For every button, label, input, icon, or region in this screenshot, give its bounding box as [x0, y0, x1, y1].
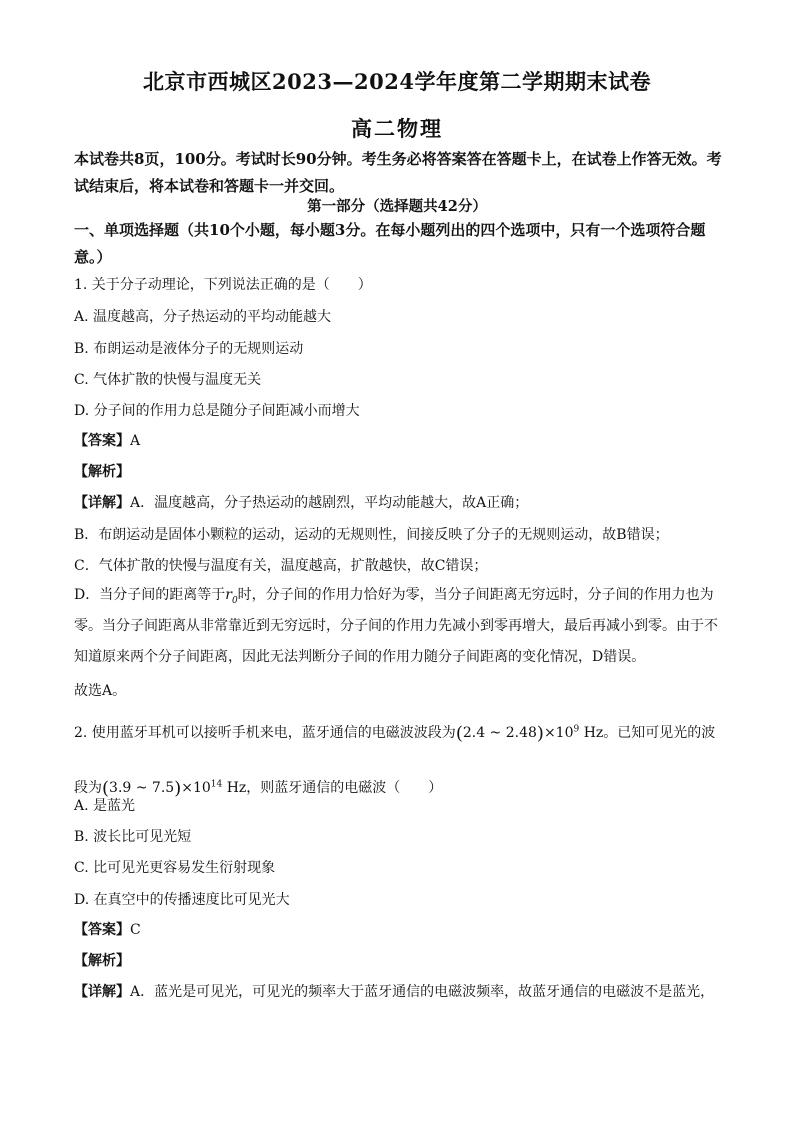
q1-option-c: C. 气体扩散的快慢与温度无关 — [74, 372, 262, 388]
detail-tag: 【详解】 — [74, 495, 130, 511]
exam-notice: 本试卷共8页，100分。考试时长90分钟。考生务必将答案答在答题卡上，在试卷上作答无效。考试结束后，将本试卷和答题卡一并交回。 — [74, 150, 722, 195]
q2-detail-a — [74, 981, 714, 1001]
q2-stem-mid: 。已知可见光的波段为 — [74, 725, 716, 796]
q2-stem — [74, 706, 724, 816]
detail-d-pre: D．当分子间的距离等于 — [74, 587, 226, 603]
detail-a-text: A．温度越高，分子热运动的越剧烈，平均动能越大，故A正确； — [130, 495, 529, 511]
q2-range1-value: 2.4 ~ 2.48 — [462, 725, 537, 741]
q2-analysis-tag — [74, 950, 130, 970]
q2-stem-post: ，则蓝牙通信的电磁波（ ） — [246, 780, 443, 796]
part-title: 第一部分（选择题共42分） — [307, 198, 487, 215]
q1-detail-a — [74, 492, 528, 512]
analysis-tag: 【解析】 — [74, 953, 130, 969]
q1-stem: 1. 关于分子动理论，下列说法正确的是（ ） — [74, 277, 372, 293]
q2-option-c: C. 比可见光更容易发生衍射现象 — [74, 860, 276, 876]
answer-value: C — [130, 922, 141, 938]
q1-option-d: D. 分子间的作用力总是随分子间距减小而增大 — [74, 403, 360, 419]
q2-unit2: Hz — [226, 780, 247, 796]
q1-detail-c: C．气体扩散的快慢与温度有关，温度越高，扩散越快，故C错误； — [74, 558, 488, 574]
exam-subject: 高二物理 — [351, 116, 443, 141]
detail-a-text: A．蓝光是可见光，可见光的频率大于蓝牙通信的电磁波频率，故蓝牙通信的电磁波不是蓝光， — [130, 984, 715, 1000]
q2-option-a: A. 是蓝光 — [74, 798, 136, 814]
answer-tag: 【答案】 — [74, 922, 130, 938]
q1-option-b: B. 布朗运动是液体分子的无规则运动 — [74, 341, 304, 357]
q2-range1: (2.4 ~ $2.48)\times 10^9$ Hz — [455, 723, 604, 744]
detail-tag: 【详解】 — [74, 984, 130, 1000]
answer-tag: 【答案】 — [74, 433, 130, 449]
q2-option-d: D. 在真空中的传播速度比可见光大 — [74, 892, 290, 908]
q2-option-b: B. 波长比可见光短 — [74, 829, 192, 845]
q1-detail-b: B．布朗运动是固体小颗粒的运动，运动的无规则性，间接反映了分子的无规则运动，故B错误； — [74, 527, 669, 543]
section-title: 一、单项选择题（共10个小题，每小题3分。在每小题列出的四个选项中，只有一个选项符合题意。） — [74, 221, 706, 266]
exam-title: 北京市西城区2023—2024学年度第二学期期末试卷 — [143, 69, 651, 94]
q2-exp1: 9 — [573, 724, 580, 735]
q1-answer — [74, 430, 140, 450]
q1-conclusion: 故选A。 — [74, 683, 127, 699]
q2-range2-value: 3.9 ~ 7.5 — [109, 780, 175, 796]
q2-range2: (3.9 ~ $7.5)\times 10^{14}$ Hz — [102, 778, 247, 799]
r0-symbol: r — [225, 587, 232, 603]
detail-d-post: 时，分子间的作用力恰好为零，当分子间距离无穷远时，分子间的作用力也为零。当分子间距离从非常靠近到无穷远时，分子间的作用力先减小到零再增大，最后再减小到零。由于不知道原来两个分子间距离，因此无法判断分子间的作用力随分子间距离的变化情况，D错误。 — [74, 587, 718, 665]
q2-exp2: 14 — [210, 779, 223, 790]
q2-stem-pre: 2. 使用蓝牙耳机可以接听手机来电，蓝牙通信的电磁波波段为 — [74, 725, 456, 741]
q1-analysis-tag — [74, 461, 130, 481]
q1-detail-d — [74, 580, 724, 673]
q2-unit1: Hz — [583, 725, 604, 741]
r0-subscript: 0 — [231, 595, 238, 606]
analysis-tag: 【解析】 — [74, 464, 130, 480]
answer-value: A — [130, 433, 141, 449]
q2-times2: ×10 — [181, 780, 211, 796]
q2-times1: ×10 — [543, 725, 574, 741]
q1-option-a: A. 温度越高，分子热运动的平均动能越大 — [74, 309, 332, 325]
q2-answer — [74, 919, 141, 939]
